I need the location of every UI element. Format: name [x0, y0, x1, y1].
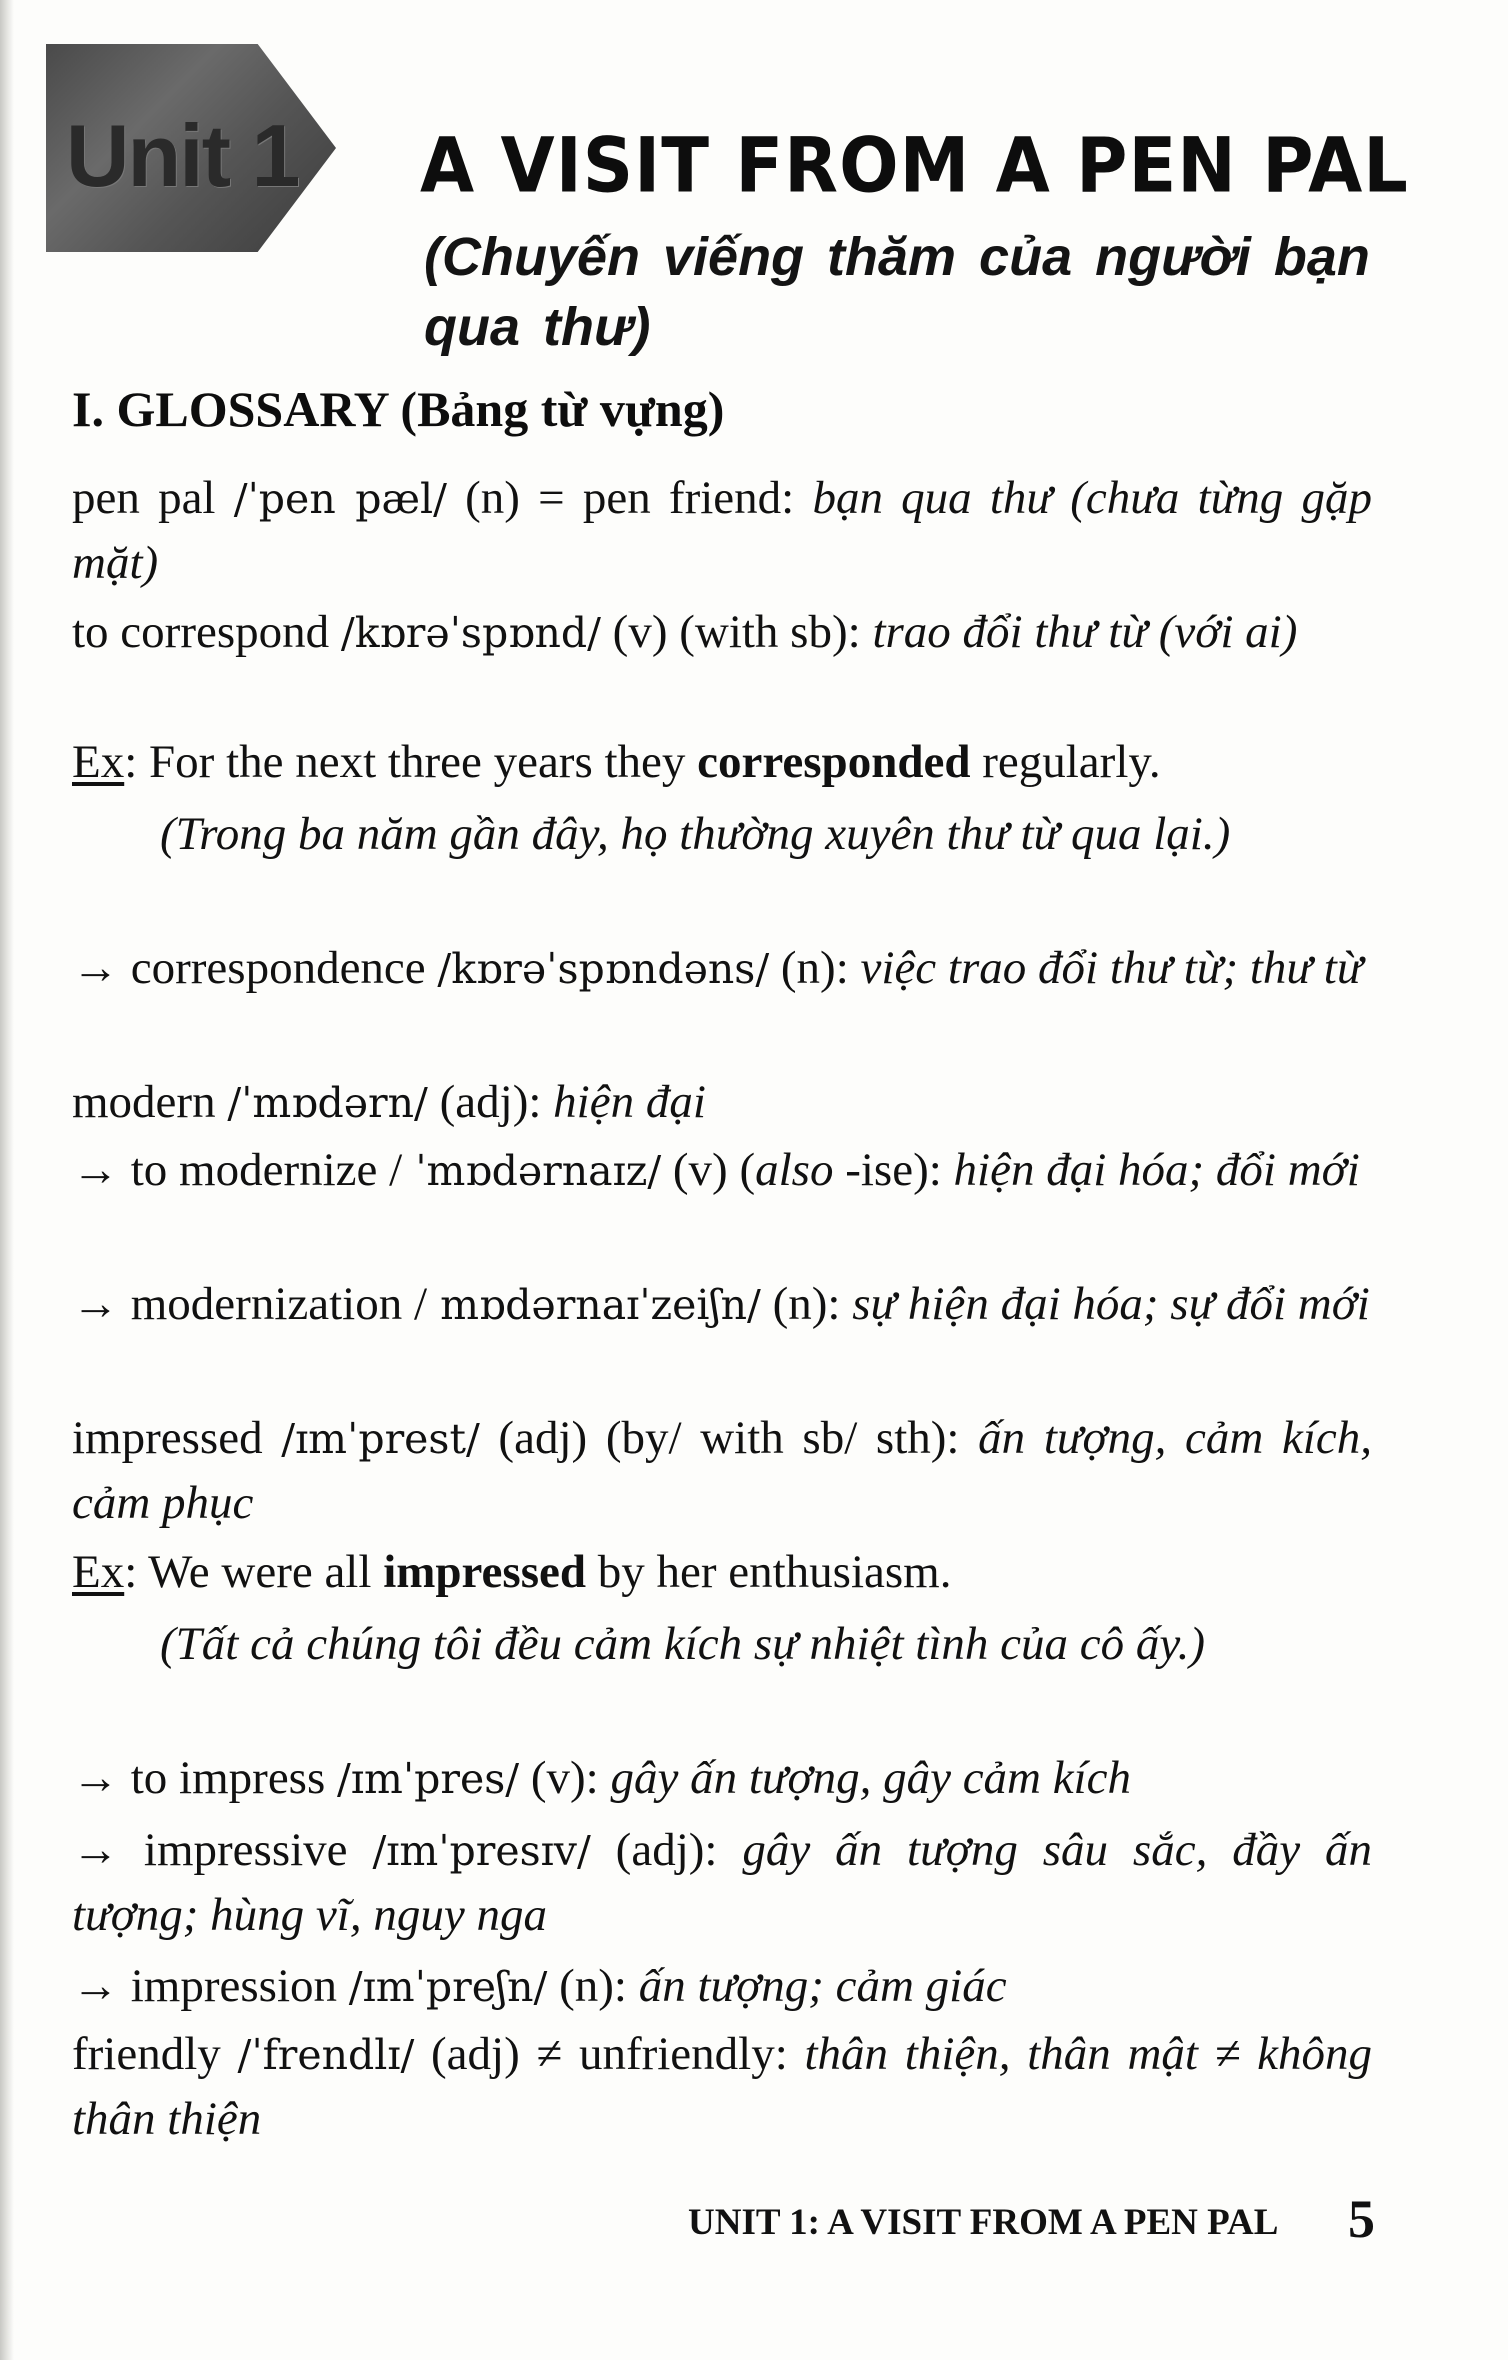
entry-ipa: /ˈpen pæl/ — [233, 475, 447, 523]
example-translation-impressed — [160, 1612, 1372, 1676]
glossary-entry-modernization — [72, 1272, 1372, 1337]
glossary-entry-impressed — [72, 1406, 1372, 1535]
example-translation: (Tất cả chúng tôi đều cảm kích sự nhiệt tình của cô ấy.) — [160, 1618, 1206, 1670]
entry-ipa: ˈmɒdərnaɪz/ — [402, 1147, 662, 1195]
entry-meaning: sự hiện đại hóa; sự đổi mới — [852, 1278, 1370, 1330]
example-keyword: impressed — [383, 1546, 586, 1598]
glossary-entry-friendly — [72, 2022, 1372, 2151]
entry-term: pen pal — [72, 472, 216, 524]
entry-meaning: gây ấn tượng, gây cảm kích — [610, 1752, 1132, 1804]
entry-grammar-suffix: -ise): — [833, 1144, 954, 1196]
entry-ipa: /ɪmˈpresɪv/ — [372, 1827, 591, 1875]
entry-ipa: /ɪmˈprest/ — [281, 1415, 480, 1463]
entry-term: to correspond — [72, 606, 330, 658]
entry-meaning: hiện đại — [553, 1076, 706, 1128]
entry-ipa: /ɪmˈpres/ — [337, 1755, 520, 1803]
entry-term: impressed — [72, 1412, 263, 1464]
glossary-entry-correspond — [72, 600, 1372, 665]
example-text-start: : We were all — [124, 1546, 384, 1598]
entry-term: → impressive — [72, 1824, 348, 1876]
unit-title: A VISIT FROM A PEN PAL — [420, 121, 1409, 211]
entry-meaning: việc trao đổi thư từ; thư từ — [860, 942, 1363, 994]
example-translation-correspond — [160, 802, 1372, 866]
glossary-entry-modernize — [72, 1138, 1372, 1203]
entry-grammar: (n): — [547, 1960, 639, 2012]
glossary-entry-impression — [72, 1954, 1372, 2019]
page-edge — [0, 0, 14, 2360]
example-sentence-correspond — [72, 730, 1372, 794]
entry-term: → to impress — [72, 1752, 326, 1804]
example-sentence-impressed — [72, 1540, 1372, 1604]
entry-meaning: thân thiện, thân mật ≠ không thân thiện — [72, 2028, 1373, 2145]
entry-ipa: /ˈmɒdərn/ — [227, 1079, 428, 1127]
unit-badge-label: Unit 1 — [66, 106, 299, 205]
example-text-end: by her enthusiasm. — [586, 1546, 952, 1598]
entry-meaning: ấn tượng; cảm giác — [638, 1960, 1007, 2012]
entry-term: modern — [72, 1076, 216, 1128]
entry-meaning: ấn tượng, cảm kích, cảm phục — [72, 1412, 1373, 1529]
entry-grammar: (adj) ≠ unfriendly: — [414, 2028, 805, 2080]
entry-grammar: (adj): — [590, 1824, 743, 1876]
entry-term: → modernization / — [72, 1278, 428, 1330]
entry-grammar: (n): — [760, 1278, 853, 1330]
glossary-entry-impress — [72, 1746, 1372, 1811]
entry-ipa: mɒdərnaɪˈzeiʃn/ — [427, 1281, 761, 1329]
running-footer-title: UNIT 1: A VISIT FROM A PEN PAL — [688, 2202, 1279, 2243]
glossary-entry-pen-pal — [72, 466, 1372, 595]
unit-subtitle: (Chuyến viếng thăm của người bạn qua thư) — [424, 227, 1370, 357]
entry-ipa: /ˈfrendlɪ/ — [237, 2031, 415, 2079]
entry-term: → correspondence — [72, 942, 426, 994]
entry-grammar: (n): — [769, 942, 861, 994]
example-text-start: : For the next three years they — [124, 736, 698, 788]
entry-term: → to modernize / — [72, 1144, 403, 1196]
entry-ipa: /kɒrəˈspɒndəns/ — [437, 945, 770, 993]
entry-term: → impression — [72, 1960, 338, 2012]
entry-meaning: hiện đại hóa; đổi mới — [953, 1144, 1360, 1196]
entry-grammar: (adj): — [427, 1076, 554, 1128]
example-label: Ex — [72, 1546, 125, 1598]
page-number: 5 — [1348, 2189, 1375, 2249]
example-text-end: regularly. — [970, 736, 1161, 788]
example-translation: (Trong ba năm gần đây, họ thường xuyên thư từ qua lại.) — [160, 808, 1231, 860]
entry-grammar: (n) = pen friend: — [446, 472, 813, 524]
glossary-entry-correspondence — [72, 936, 1372, 1001]
glossary-entry-impressive — [72, 1818, 1372, 1947]
glossary-entry-modern — [72, 1070, 1372, 1135]
entry-grammar: (v) (with sb): — [600, 606, 873, 658]
entry-meaning: trao đổi thư từ (với ai) — [872, 606, 1298, 658]
entry-also: also — [755, 1144, 834, 1196]
entry-grammar: (v) ( — [661, 1144, 756, 1196]
entry-term: friendly — [72, 2028, 221, 2080]
entry-grammar: (adj) (by/ with sb/ sth): — [479, 1412, 979, 1464]
entry-meaning: gây ấn tượng sâu sắc, đầy ấn tượng; hùng vĩ, nguy nga — [72, 1824, 1372, 1941]
entry-ipa: /kɒrəˈspɒnd/ — [340, 609, 601, 657]
entry-ipa: /ɪmˈpreʃn/ — [348, 1963, 548, 2011]
example-label: Ex — [72, 736, 125, 788]
example-keyword: corresponded — [697, 736, 971, 788]
entry-grammar: (v): — [519, 1752, 611, 1804]
entry-meaning: bạn qua thư (chưa từng gặp mặt) — [72, 472, 1373, 589]
section-heading: I. GLOSSARY (Bảng từ vựng) — [72, 381, 725, 437]
